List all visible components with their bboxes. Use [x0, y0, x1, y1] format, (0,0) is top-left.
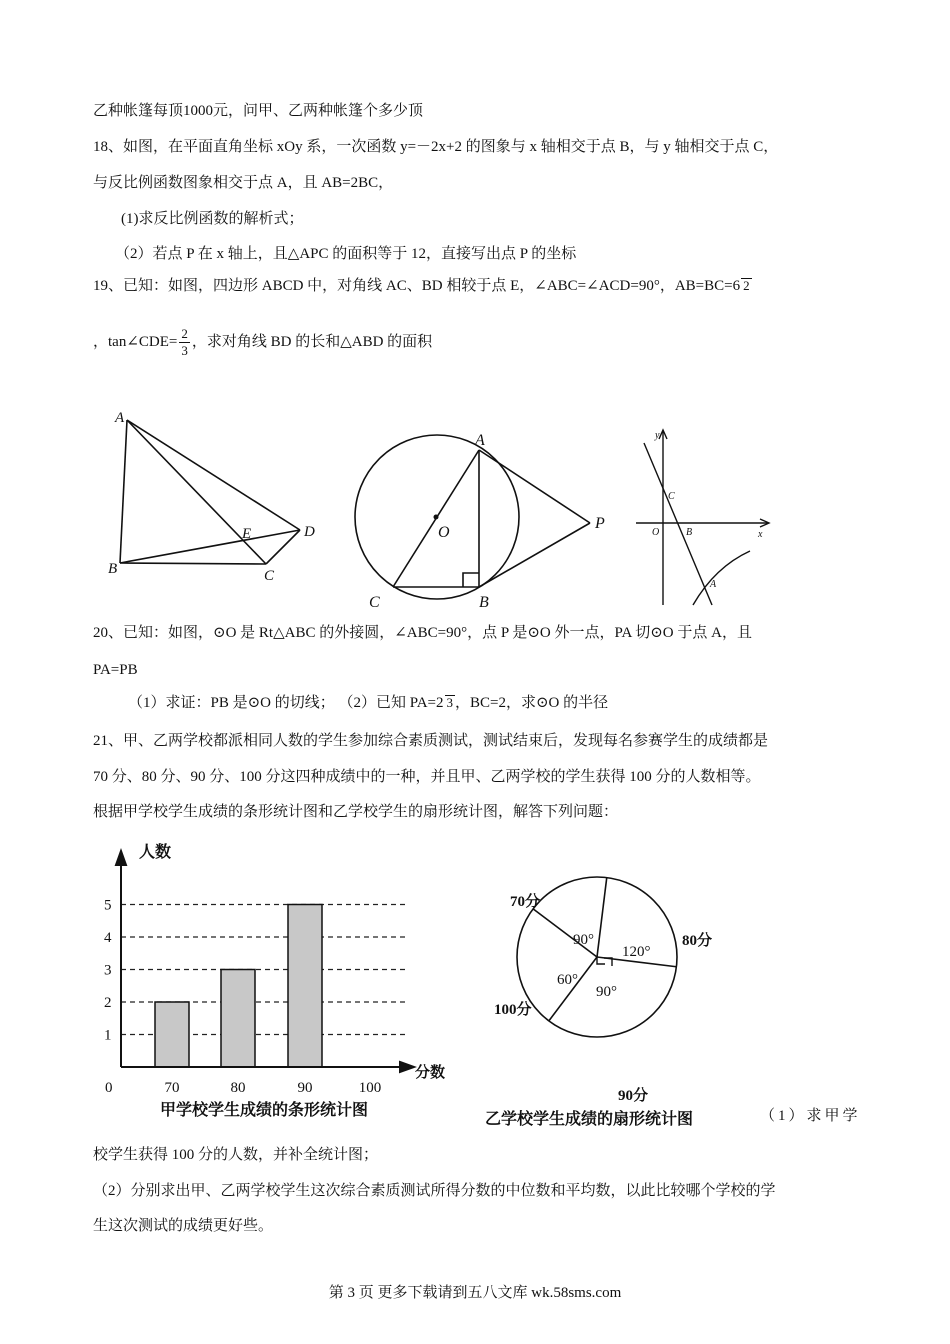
center-point — [434, 515, 439, 520]
sqrt-expression: 2 — [743, 278, 750, 293]
label-C: C — [264, 568, 275, 584]
fraction: $\frac{2}{3}$ — [181, 326, 188, 358]
label-E: E — [242, 526, 252, 542]
label-B: B — [108, 561, 118, 577]
y-tick-label: 3 — [104, 962, 112, 979]
y-tick-label: 5 — [104, 897, 112, 914]
label-O: O — [652, 527, 660, 538]
problem-20-parts: （1）求证：PB 是⊙O 的切线； （2）已知 PA=2 3 ，BC=2，求⊙O 的半径 — [128, 695, 609, 711]
pie-angle-100: 60° — [557, 972, 578, 988]
problem-19-line-2: ，tan∠CDE= $\frac{2}{3}$ ，求对角线 BD 的长和△ABD 的面积 — [93, 326, 433, 358]
problem-18-line-2: 与反比例函数图象相交于点 A，且 AB=2BC， — [93, 175, 394, 191]
label-C: C — [369, 594, 380, 611]
label-D: D — [304, 524, 315, 540]
pie-slice-boundary — [597, 878, 607, 957]
axis-label-y: y — [655, 430, 660, 441]
origin-label: 0 — [105, 1080, 113, 1096]
page-footer: 第 3 页 更多下载请到五八文库 wk.58sms.com — [328, 1285, 622, 1301]
problem-21-part-1-cont: 校学生获得 100 分的人数，并补全统计图； — [93, 1147, 379, 1163]
text-line-1: 乙种帐篷每顶1000元，问甲、乙两种帐篷个多少顶 — [93, 103, 424, 119]
y-tick-label: 1 — [104, 1027, 112, 1044]
axis-label-x: x — [758, 529, 763, 540]
problem-18-line-1: 18、如图，在平面直角坐标 xOy 系，一次函数 y=－2x+2 的图象与 x 轴相交于点 B，与 y 轴相交于点 C， — [93, 139, 779, 155]
x-axis-arrow — [400, 1062, 414, 1072]
pie-label-90: 90分 — [618, 1088, 649, 1104]
y-tick-label: 2 — [104, 995, 112, 1011]
problem-21-part-2-cont: 生这次测试的成绩更好些。 — [93, 1218, 274, 1234]
x-tick-label-80: 80 — [230, 1080, 246, 1096]
problem-21-line-2: 70 分、80 分、90 分、100 分这四种成绩中的一种，并且甲、乙两学校的学生获得 100 分的人数相等。 — [93, 769, 761, 785]
pie-angle-70: 90° — [573, 932, 594, 948]
pie-chart — [470, 850, 750, 1135]
problem-20-line-2: PA=PB — [93, 662, 138, 678]
y-axis-label: 人数 — [139, 844, 172, 861]
x-tick-label-70: 70 — [164, 1080, 180, 1096]
pie-chart-title: 乙学校学生成绩的扇形统计图 — [485, 1111, 694, 1128]
coordinate-figure — [630, 425, 775, 610]
label-A: A — [710, 579, 717, 590]
problem-18-part-1: (1)求反比例函数的解析式； — [121, 211, 304, 227]
label-C: C — [668, 491, 675, 502]
bar-90 — [288, 905, 322, 1068]
pie-angle-90: 90° — [596, 984, 617, 1000]
problem-18-part-2: （2）若点 P 在 x 轴上，且△APC 的面积等于 12，直接写出点 P 的坐标 — [115, 246, 577, 262]
label-P: P — [595, 515, 605, 532]
pie-angle-80: 120° — [622, 944, 651, 960]
x-tick-label-100: 100 — [358, 1080, 382, 1096]
pie-slice-boundary — [549, 957, 597, 1021]
quadrilateral-figure — [100, 400, 330, 590]
y-tick-label: 4 — [104, 930, 112, 946]
label-B: B — [686, 527, 693, 538]
bar-chart — [90, 835, 455, 1130]
problem-21-line-3: 根据甲学校学生成绩的条形统计图和乙学校学生的扇形统计图，解答下列问题： — [93, 804, 619, 820]
bar-chart-title: 甲学校学生成绩的条形统计图 — [160, 1102, 369, 1119]
problem-20-line-1: 20、已知：如图，⊙O 是 Rt△ABC 的外接圆，∠ABC=90°，点 P 是⊙O 外一点，PA 切⊙O 于点 A，且 — [93, 625, 752, 641]
bar-80 — [221, 970, 255, 1068]
label-A: A — [475, 432, 485, 449]
label-O: O — [438, 524, 450, 541]
label-A: A — [115, 410, 125, 426]
bar-70 — [155, 1002, 189, 1067]
problem-21-line-1: 21、甲、乙两学校都派相同人数的学生参加综合素质测试，测试结束后，发现每名参赛学生的成绩都是 — [93, 733, 769, 749]
y-axis-arrow — [116, 851, 126, 865]
pie-label-70: 70分 — [510, 894, 541, 910]
x-axis-label: 分数 — [415, 1065, 446, 1081]
problem-21-part-1: （1）求甲学 — [760, 1108, 861, 1124]
x-tick-label-90: 90 — [297, 1080, 313, 1096]
problem-21-part-2: （2）分别求出甲、乙两学校学生这次综合素质测试所得分数的中位数和平均数，以此比较哪个学校的学 — [93, 1183, 776, 1199]
sqrt-expression: 3 — [446, 695, 454, 710]
pie-label-100: 100分 — [494, 1002, 532, 1018]
pie-label-80: 80分 — [682, 933, 713, 949]
problem-19-line-1: 19、已知：如图，四边形 ABCD 中，对角线 AC、BD 相较于点 E，∠ABC=∠ACD=90°，AB=BC=6 2 — [93, 278, 750, 294]
circle-tangent-figure — [345, 425, 625, 615]
label-B: B — [479, 594, 489, 611]
